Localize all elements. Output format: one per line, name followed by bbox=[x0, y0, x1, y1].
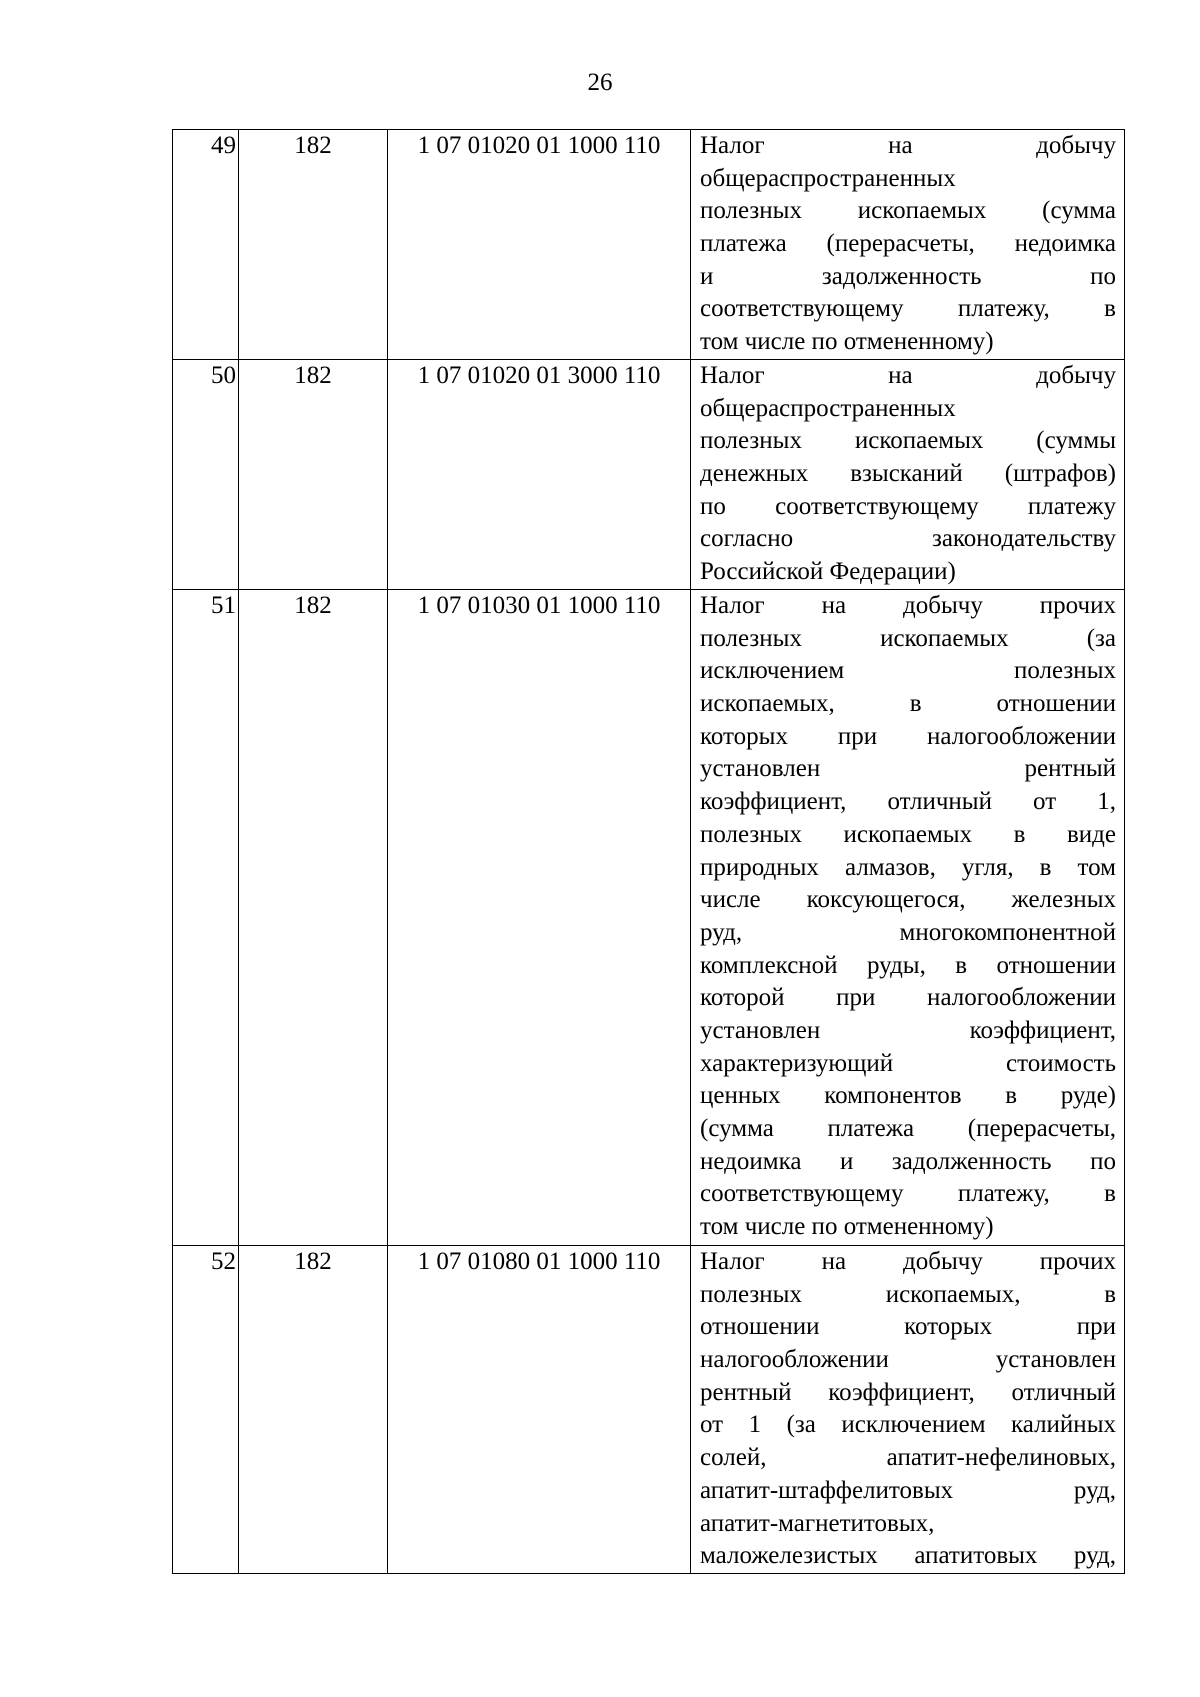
revenue-name-line: и задолженность по bbox=[700, 262, 1116, 290]
revenue-name-line: соответствующему платежу, в bbox=[700, 1180, 1116, 1208]
revenue-name-line: характеризующий стоимость bbox=[700, 1049, 1116, 1077]
revenue-name bbox=[691, 590, 1125, 1246]
budget-classification-code: 1 07 01080 01 1000 110 bbox=[388, 1246, 691, 1574]
revenue-name-line: полезных ископаемых, в bbox=[700, 1280, 1116, 1308]
revenue-name-line: отношении которых при bbox=[700, 1313, 1116, 1341]
administrator-code: 182 bbox=[239, 130, 388, 360]
revenue-name-line: (сумма платежа (перерасчеты, bbox=[700, 1115, 1116, 1142]
revenue-name-line: комплексной руды, в отношении bbox=[700, 951, 1116, 979]
revenue-name-line: Налог на добычу bbox=[700, 362, 1116, 389]
revenue-name-line: рентный коэффициент, отличный bbox=[700, 1378, 1116, 1406]
revenue-name-line: исключением полезных bbox=[700, 657, 1116, 685]
revenue-name-line: Российской Федерации) bbox=[700, 558, 956, 586]
revenue-name-line: том числе по отмененному) bbox=[700, 328, 994, 356]
revenue-name-line: ископаемых, в отношении bbox=[700, 690, 1116, 718]
table-row bbox=[173, 1246, 1125, 1574]
revenue-name-line: согласно законодательству bbox=[700, 525, 1116, 553]
revenue-name-line: общераспространенных bbox=[700, 164, 956, 192]
revenue-name bbox=[691, 130, 1125, 360]
revenue-name-line: денежных взысканий (штрафов) bbox=[700, 460, 1116, 488]
revenue-name-line: общераспространенных bbox=[700, 394, 956, 422]
revenue-name-line: полезных ископаемых (суммы bbox=[700, 427, 1116, 455]
revenue-name bbox=[691, 1246, 1125, 1574]
administrator-code: 182 bbox=[239, 1246, 388, 1574]
revenue-name-line: соответствующему платежу, в bbox=[700, 295, 1116, 323]
revenue-name-line: руд, многокомпонентной bbox=[700, 918, 1116, 946]
revenue-name-line: числе коксующегося, железных bbox=[700, 886, 1116, 914]
revenue-name-line: полезных ископаемых (сумма bbox=[700, 197, 1116, 225]
revenue-name-line: коэффициент, отличный от 1, bbox=[700, 788, 1116, 816]
budget-classification-code: 1 07 01030 01 1000 110 bbox=[388, 590, 691, 1246]
revenue-name-line: апатит-штаффелитовых руд, bbox=[700, 1476, 1116, 1504]
revenue-name-line: том числе по отмененному) bbox=[700, 1213, 994, 1241]
revenue-name-line: апатит-магнетитовых, bbox=[700, 1509, 935, 1537]
revenue-name-line: которых при налогообложении bbox=[700, 722, 1116, 750]
revenue-name-line: полезных ископаемых (за bbox=[700, 624, 1116, 652]
revenue-name-line: платежа (перерасчеты, недоимка bbox=[700, 230, 1116, 258]
revenue-name-line: Налог на добычу bbox=[700, 132, 1116, 159]
administrator-code: 182 bbox=[239, 360, 388, 590]
revenue-name-line: Налог на добычу прочих bbox=[700, 1248, 1116, 1275]
row-number: 52 bbox=[173, 1246, 239, 1574]
revenue-name-line: Налог на добычу прочих bbox=[700, 592, 1116, 619]
revenue-name-line: по соответствующему платежу bbox=[700, 492, 1116, 520]
administrator-code: 182 bbox=[239, 590, 388, 1246]
table-row bbox=[173, 130, 1125, 360]
revenue-name-line: природных алмазов, угля, в том bbox=[700, 853, 1116, 881]
revenue-name-line: полезных ископаемых в виде bbox=[700, 820, 1116, 848]
revenue-name-line: маложелезистых апатитовых руд, bbox=[700, 1542, 1116, 1570]
budget-codes-table bbox=[172, 129, 1125, 1574]
row-number: 49 bbox=[173, 130, 239, 360]
row-number: 51 bbox=[173, 590, 239, 1246]
budget-classification-code: 1 07 01020 01 3000 110 bbox=[388, 360, 691, 590]
revenue-name-line: солей, апатит-нефелиновых, bbox=[700, 1444, 1116, 1472]
budget-classification-code: 1 07 01020 01 1000 110 bbox=[388, 130, 691, 360]
revenue-name-line: установлен коэффициент, bbox=[700, 1016, 1116, 1044]
revenue-name-line: которой при налогообложении bbox=[700, 984, 1116, 1012]
revenue-name-line: установлен рентный bbox=[700, 755, 1116, 783]
revenue-name-line: налогообложении установлен bbox=[700, 1346, 1116, 1374]
row-number: 50 bbox=[173, 360, 239, 590]
revenue-name-line: от 1 (за исключением калийных bbox=[700, 1411, 1116, 1439]
table-row bbox=[173, 360, 1125, 590]
revenue-name-line: ценных компонентов в руде) bbox=[700, 1082, 1116, 1110]
revenue-name-line: недоимка и задолженность по bbox=[700, 1147, 1116, 1175]
page-number: 26 bbox=[587, 69, 613, 96]
table-row bbox=[173, 590, 1125, 1246]
revenue-name bbox=[691, 360, 1125, 590]
